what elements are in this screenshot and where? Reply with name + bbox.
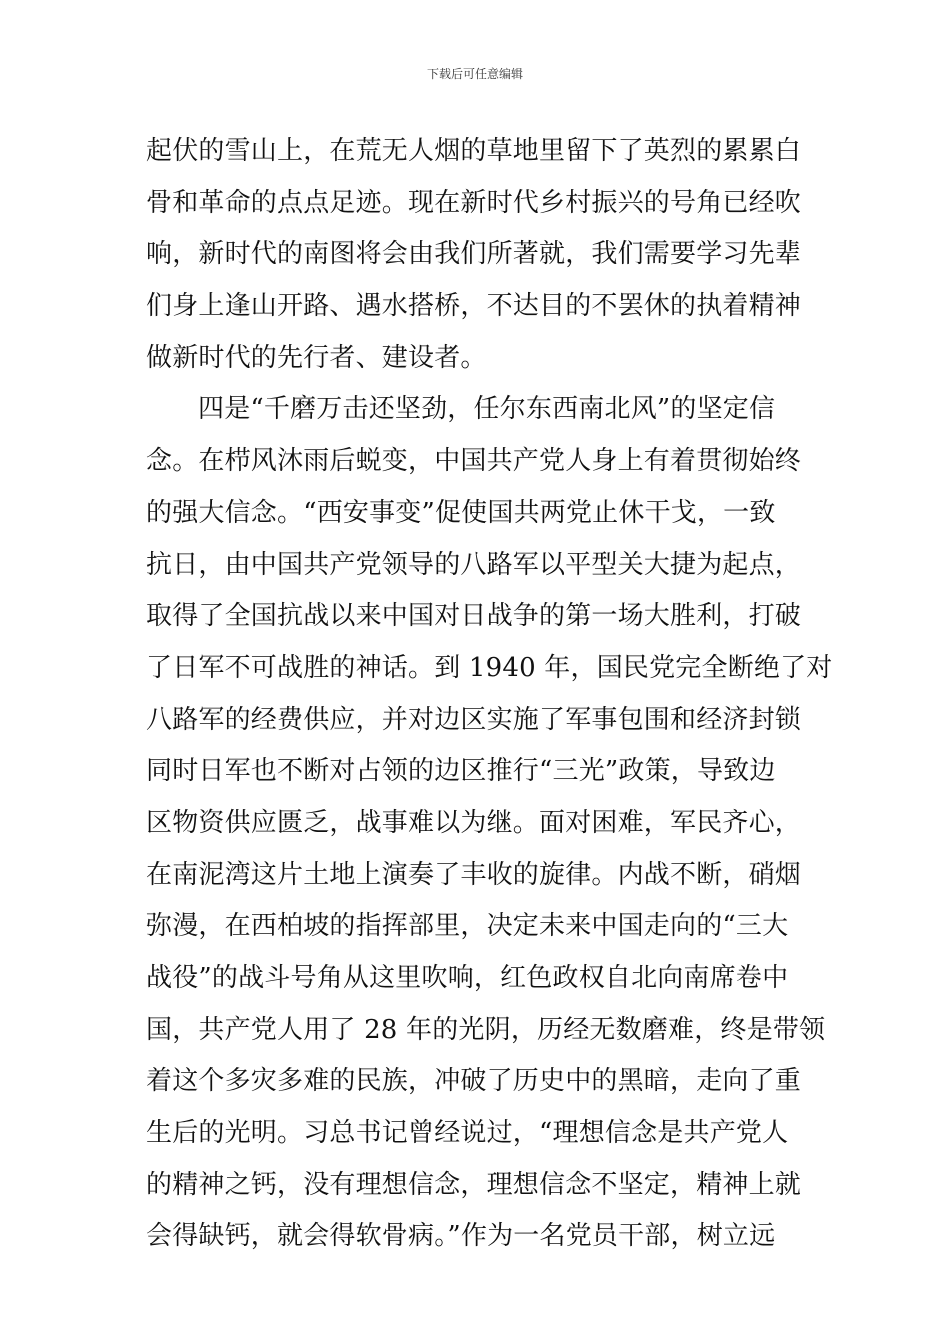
text-line: 弥漫，在西柏坡的指挥部里，决定未来中国走向的“三大 [146,911,789,942]
text-line: 做新时代的先行者、建设者。 [146,342,487,373]
text-line: 战役”的战斗号角从这里吹响，红色政权自北向南席卷中 [146,963,789,993]
text-line: 生后的光明。习总书记曾经说过，“理想信念是共产党人 [146,1118,789,1149]
text-line: 起伏的雪山上，在荒无人烟的草地里留下了英烈的累累白 [146,136,802,166]
text-line: 在南泥湾这片土地上演奏了丰收的旋律。内战不断，硝烟 [146,859,802,890]
page-header: 下载后可任意编辑 [426,67,523,81]
text-line: 的精神之钙，没有理想信念，理想信念不坚定，精神上就 [146,1169,802,1200]
body-text [146,126,833,1263]
text-line: 抗日，由中国共产党领导的八路军以平型关大捷为起点， [146,549,802,580]
text-line: 着这个多灾多难的民族，冲破了历史中的黑暗，走向了重 [146,1066,802,1097]
text-line: 同时日军也不断对占领的边区推行“三光”政策，导致边 [146,756,776,787]
paragraph-start-line: 四是“千磨万击还坚劲，任尔东西南北风”的坚定信 [198,394,776,425]
text-line: 八路军的经费供应，并对边区实施了军事包围和经济封锁 [146,704,802,735]
text-line: 了日军不可战胜的神话。到 1940 年，国民党完全断绝了对 [146,652,833,683]
text-line: 取得了全国抗战以来中国对日战争的第一场大胜利，打破 [146,601,802,632]
text-line: 骨和革命的点点足迹。现在新时代乡村振兴的号角已经吹 [146,187,802,218]
text-line: 响，新时代的南图将会由我们所著就，我们需要学习先辈 [146,239,802,270]
text-line: 们身上逢山开路、遇水搭桥，不达目的不罢休的执着精神 [146,291,802,322]
text-line: 念。在栉风沐雨后蜕变，中国共产党人身上有着贯彻始终 [146,446,802,477]
text-line: 国，共产党人用了 28 年的光阴，历经无数磨难，终是带领 [146,1014,826,1045]
text-line: 会得缺钙，就会得软骨病。”作为一名党员干部，树立远 [146,1221,776,1252]
text-line: 的强大信念。“西安事变”促使国共两党止休干戈，一致 [146,497,776,528]
text-line: 区物资供应匮乏，战事难以为继。面对困难，军民齐心， [146,807,802,838]
